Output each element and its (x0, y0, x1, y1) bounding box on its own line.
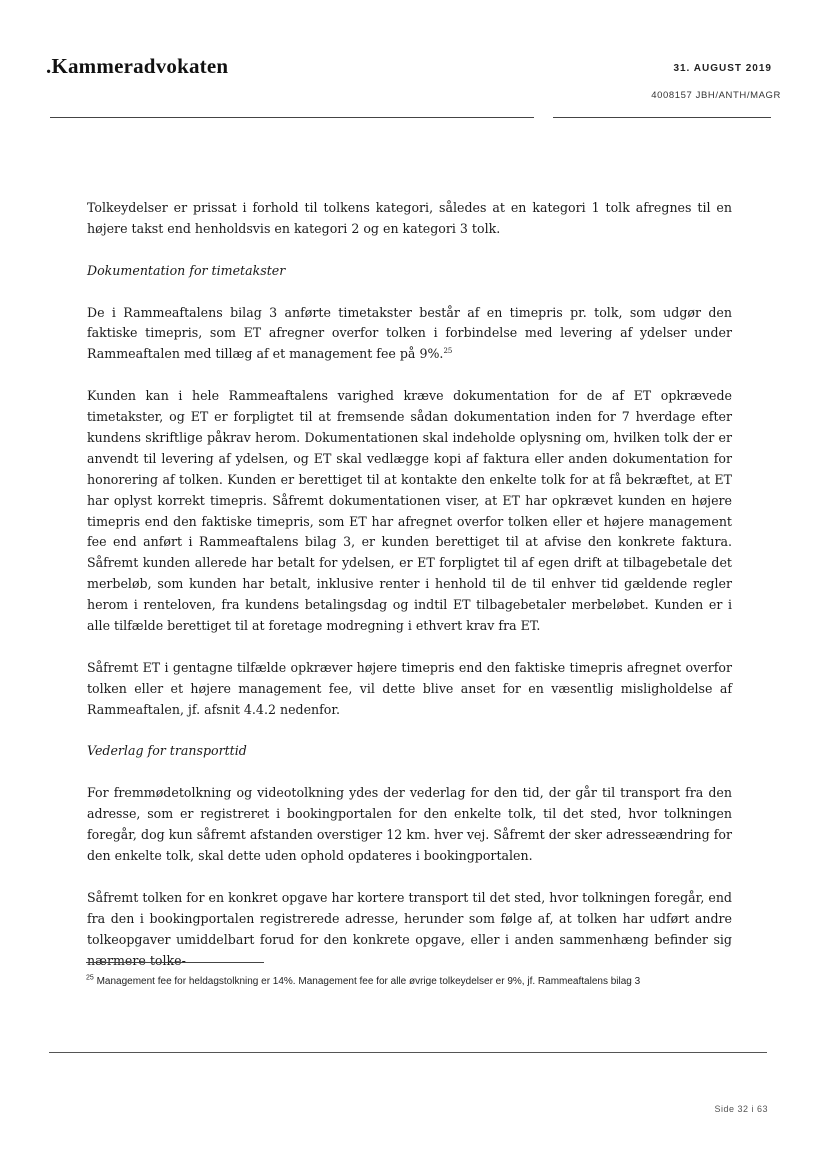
paragraph-category-pricing: Tolkeydelser er prissat i forhold til tolkens kategori, således at en kategori 1 tolk afregnes til en højere takst end henholdsvis en kategori 2 og en kategori 3 tolk. (87, 200, 732, 236)
paragraph-documentation-rights: Kunden kan i hele Rammeaftalens varighed kræve dokumentation for de af ET opkrævede timetakster, og ET er forpligtet til at fremsende sådan dokumentation inden for 7 hverdage efter kundens skriftlige påkrav herom. Dokumentationen skal indeholde oplysning om, hvilken tolk der er anvendt til levering af ydelsen, og ET skal vedlægge kopi af faktura eller anden dokumentation for honorering af tolken. Kunden er berettiget til at kontakte den enkelte tolk for at få bekræftet, at ET har oplyst korrekt timepris. Såfremt dokumentationen viser, at ET har opkrævet kunden en højere timepris end den faktiske timepris, som ET har afregnet overfor tolken eller et højere management fee end anført i Rammeaftalens bilag 3, er kunden berettiget til at afvise den konkrete faktura. Såfremt kunden allerede har betalt for ydelsen, er ET forpligtet til af egen drift at tilbagebetale det merbeløb, som kunden har betalt, inklusive renter i henhold til de til enhver tid gældende regler herom i renteloven, fra kundens betalingsdag og indtil ET tilbagebetaler merbeløbet. Kunden er i alle tilfælde berettiget til at foretage modregning i ethvert krav fra ET. (87, 388, 732, 634)
document-date: 31. AUGUST 2019 (673, 63, 772, 74)
paragraph-hourly-rates-text: De i Rammeaftalens bilag 3 anførte timetakster består af en timepris pr. tolk, som udgør den faktiske timepris, som ET afregner overfor tolken i forbindelse med levering af ydelser under Rammeaftalen med tillæg af et management fee på 9%. (87, 304, 732, 362)
kammeradvokaten-logo: .Kammeradvokaten (46, 54, 229, 78)
header-divider-left (50, 117, 534, 118)
paragraph-transport-compensation: For fremmødetolkning og videotolkning ydes der vederlag for den tid, der går til transport fra den adresse, som er registreret i bookingportalen for den enkelte tolk, til det sted, hvor tolkningen foregår, dog kun såfremt afstanden overstiger 12 km. hver vej. Såfremt der sker adresseændring for den enkelte tolk, skal dette uden ophold opdateres i bookingportalen. (87, 785, 732, 863)
section-heading-transport: Vederlag for transporttid (87, 743, 247, 759)
footnote-divider (86, 962, 264, 963)
document-reference: 4008157 JBH/ANTH/MAGR (651, 90, 781, 101)
paragraph-shorter-transport: Såfremt tolken for en konkret opgave har kortere transport til det sted, hvor tolkningen foregår, end fra den i bookingportalen registrerede adresse, herunder som følge af, at tolken har udført andre tolkeopgaver umiddelbart forud for den konkrete opgave, eller i anden sammenhæng befinder sig nærmere tolke- (87, 889, 732, 968)
footnote-text: Management fee for heldagstolkning er 14%. Management fee for alle øvrige tolkeydelser er 9%, jf. Rammeaftalens bilag 3 (93, 976, 641, 987)
page-number: Side 32 i 63 (714, 1104, 768, 1114)
paragraph-hourly-rates (87, 303, 732, 366)
footnote (86, 975, 726, 989)
footer-divider (49, 1052, 767, 1053)
footnote-number: 25 (86, 974, 94, 982)
document-body (87, 198, 732, 971)
paragraph-repeated-overcharge: Såfremt ET i gentagne tilfælde opkræver højere timepris end den faktiske timepris afregnet overfor tolken eller et højere management fee, vil dette blive anset for en væsentlig misligholdelse af Rammeaftalen, jf. afsnit 4.4.2 nedenfor. (87, 659, 732, 717)
section-heading-documentation: Dokumentation for timetakster (87, 262, 286, 278)
footnote-reference: 25 (443, 347, 453, 356)
header-divider-right (553, 117, 771, 118)
